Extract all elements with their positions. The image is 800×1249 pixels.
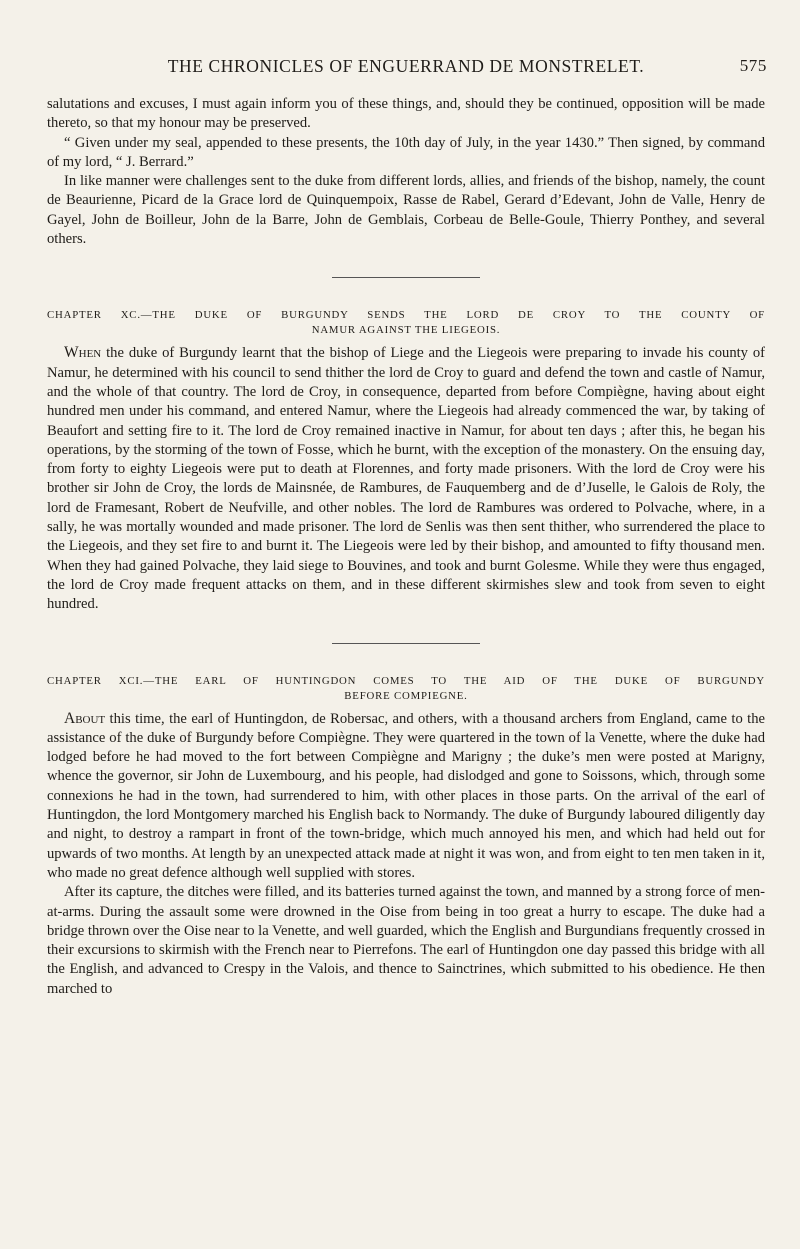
running-head-title: THE CHRONICLES OF ENGUERRAND DE MONSTRELET. <box>167 56 645 76</box>
paragraph: salutations and excuses, I must again inform you of these things, and, should they be continued, opposition will be made thereto, so that my honour may be preserved. <box>47 96 765 132</box>
paragraph: After its capture, the ditches were filled, and its batteries turned against the town, and manned by a strong force of men-at-arms. During the assault some were drowned in the Oise from being in too great a hurry to escape. The duke had a bridge thrown over the Oise near to la Venette, and well guarded, which the English and Burgundians frequently crossed in their excursions to skirmish with the French near to Pierrefons. The earl of Huntingdon one day passed this bridge with all the English, and advanced to Crespy in the Valois, and thence to Sainctrines, which submitted to his obedience. He then marched to <box>47 884 766 997</box>
paragraph-text: this time, the earl of Huntingdon, de Robersac, and others, with a thousand archers from England, came to the assistance of the duke of Burgundy before Compiègne. They were quartered in the town of la Venette, where the duke had lodged before he had moved to the fort between Compiègne and Marigny ; the duke’s men were posted at Marigny, whence the governor, sir John de Luxembourg, and his people, had dislodged and gone to Soissons, which, through some connexions he had in the town, had surrendered to him, with other places in those parts. On the arrival of the earl of Huntingdon, the lord Montgomery marched his English back to Normandy. The duke of Burgundy laboured diligently day and night, to destroy a rampart in front of the town-bridge, which much annoyed his men, and which had held out for upwards of two months. At length by an unexpected attack made at night it was won, and from eight to ten men taken in it, who made no great defence although well supplied with stores. <box>47 710 765 881</box>
chapter-heading <box>47 308 765 338</box>
paragraph-text: the duke of Burgundy learnt that the bishop of Liege and the Liegeois were preparing to invade his county of Namur, he determined with his council to send thither the lord de Croy to guard and defend the town and castle of Namur, and the whole of that country. The lord de Croy, in consequence, departed from before Compiègne, having about eight hundred men under his command, and entered Namur, where the Liegeois had already commenced the war, by taking of Beaufort and setting fire to it. The lord de Croy remained inactive in Namur, for about ten days ; after this, he began his operations, by the storming of the town of Fosse, which he burnt, with the exception of the monastery. On the ensuing day, from forty to eighty Liegeois were put to death at Florennes, and forty made prisoners. With the lord de Croy were his brother sir John de Croy, the lords de Mainsnée, de Rambures, de Fauquemberg and de d’Juselle, le Galois de Roly, the lord de Framesant, Robert de Neufville, and other nobles. The lord de Rambures was ordered to Polvache, where, in a sally, he was mortally wounded and made prisoner. The lord de Senlis was then sent thither, who surrendered the place to the Liegeois, and they set fire to and burnt it. The Liegeois were led by their bishop, and amounted to fifty thousand men. When they had gained Polvache, they laid siege to Bouvines, and took and burnt Golesme. While they were thus engaged, the lord de Croy made frequent attacks on them, and in these different skirmishes slew and took from seven to eight hundred. <box>47 345 765 613</box>
chapter-heading-line: CHAPTER XC.—THE DUKE OF BURGUNDY SENDS THE LORD DE CROY TO THE COUNTY OF <box>47 309 765 322</box>
chapter-heading <box>47 674 765 704</box>
page-number: 575 <box>739 56 767 75</box>
chapter-heading-line: CHAPTER XCI.—THE EARL OF HUNTINGDON COMES TO THE AID OF THE DUKE OF BURGUNDY <box>47 674 765 687</box>
lead-word: When <box>64 344 102 362</box>
page <box>47 56 765 999</box>
chapter-paragraph <box>47 709 765 884</box>
section-divider <box>332 277 480 278</box>
chapter-heading-line: BEFORE COMPIEGNE. <box>344 689 468 702</box>
paragraph: “ Given under my seal, appended to these presents, the 10th day of July, in the year 1430.” Then signed, by command of my lord, “ J. Berrard.” <box>47 134 765 170</box>
paragraph: In like manner were challenges sent to the duke from different lords, allies, and friends of the bishop, namely, the count de Beaurienne, Picard de la Grace lord de Quinquempoix, Rasse de Rabel, Gerard d’Edevant, John de Valle, Henry de Gayel, John de Boilleur, John de la Barre, John de Gemblais, Corbeau de Belle-Goule, Thierry Ponthey, and several others. <box>47 173 765 248</box>
lead-word: About <box>64 709 106 727</box>
running-head <box>47 56 765 80</box>
chapter-paragraph <box>47 343 765 614</box>
section-divider <box>332 643 480 644</box>
chapter-heading-line: NAMUR AGAINST THE LIEGEOIS. <box>311 324 501 337</box>
